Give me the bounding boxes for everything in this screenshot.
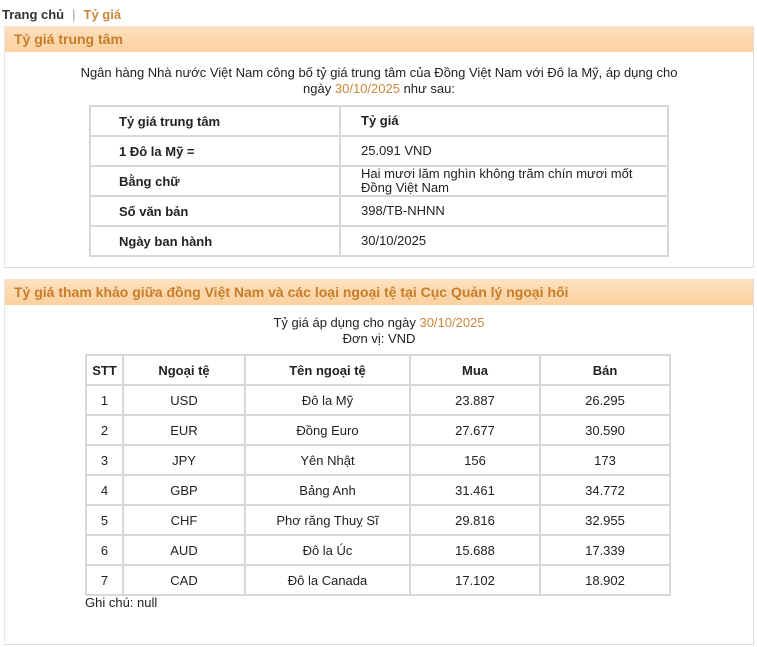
cell-code: USD: [123, 385, 245, 415]
cell-buy: 15.688: [410, 535, 540, 565]
breadcrumb-current-link[interactable]: Tỷ giá: [83, 6, 122, 22]
cell-code: AUD: [123, 535, 245, 565]
table-row: [90, 136, 668, 166]
cell-name: Đô la Úc: [245, 535, 410, 565]
table-cell-label: Tỷ giá trung tâm: [90, 106, 340, 136]
cell-buy: 29.816: [410, 505, 540, 535]
central-rate-table: [89, 105, 669, 257]
breadcrumb-home-link[interactable]: Trang chủ: [2, 6, 65, 22]
table-row: [90, 166, 668, 196]
cell-sell: 173: [540, 445, 670, 475]
table-cell-value: 30/10/2025: [340, 226, 668, 256]
cell-stt: 7: [86, 565, 123, 595]
column-header-buy: Mua: [410, 355, 540, 385]
table-cell-label: 1 Đô la Mỹ =: [90, 136, 340, 166]
table-cell-label: Bằng chữ: [90, 166, 340, 196]
cell-stt: 2: [86, 415, 123, 445]
cell-buy: 156: [410, 445, 540, 475]
cell-code: JPY: [123, 445, 245, 475]
intro-suffix: như sau:: [403, 81, 455, 96]
cell-sell: 34.772: [540, 475, 670, 505]
table-cell-label: Ngày ban hành: [90, 226, 340, 256]
table-row: [86, 475, 670, 505]
cell-sell: 17.339: [540, 535, 670, 565]
reference-rate-panel: [4, 279, 754, 645]
reference-rate-intro: [5, 315, 753, 347]
cell-stt: 6: [86, 535, 123, 565]
cell-name: Đô la Canada: [245, 565, 410, 595]
central-rate-intro: [79, 65, 679, 97]
cell-name: Đồng Euro: [245, 415, 410, 445]
table-cell-value: Tỷ giá: [340, 106, 668, 136]
cell-name: Phơ răng Thuỵ Sĩ: [245, 505, 410, 535]
table-row: [86, 415, 670, 445]
cell-buy: 27.677: [410, 415, 540, 445]
central-rate-header: Tỷ giá trung tâm: [5, 26, 753, 52]
cell-name: Bảng Anh: [245, 475, 410, 505]
cell-sell: 26.295: [540, 385, 670, 415]
cell-stt: 4: [86, 475, 123, 505]
table-row: [90, 106, 668, 136]
cell-buy: 17.102: [410, 565, 540, 595]
cell-code: CHF: [123, 505, 245, 535]
breadcrumb: [2, 6, 121, 22]
table-row: [90, 196, 668, 226]
apply-text: Tỷ giá áp dụng cho ngày: [273, 315, 416, 330]
table-row: [86, 385, 670, 415]
cell-sell: 32.955: [540, 505, 670, 535]
apply-date: 30/10/2025: [419, 315, 485, 330]
table-row: [86, 505, 670, 535]
cell-code: EUR: [123, 415, 245, 445]
column-header-code: Ngoại tệ: [123, 355, 245, 385]
cell-code: CAD: [123, 565, 245, 595]
cell-sell: 18.902: [540, 565, 670, 595]
table-header-row: [86, 355, 670, 385]
column-header-sell: Bán: [540, 355, 670, 385]
column-header-stt: STT: [86, 355, 123, 385]
cell-name: Đô la Mỹ: [245, 385, 410, 415]
column-header-name: Tên ngoại tệ: [245, 355, 410, 385]
unit-text: Đơn vị: VND: [342, 331, 416, 346]
intro-date: 30/10/2025: [334, 81, 400, 96]
breadcrumb-separator: |: [72, 6, 76, 22]
table-cell-value: Hai mươi lăm nghìn không trăm chín mươi mốt Đồng Việt Nam: [340, 166, 668, 196]
table-row: [86, 565, 670, 595]
cell-stt: 3: [86, 445, 123, 475]
table-cell-value: 25.091 VND: [340, 136, 668, 166]
reference-rate-header: Tỷ giá tham khảo giữa đồng Việt Nam và các loại ngoại tệ tại Cục Quản lý ngoại hối: [5, 279, 753, 305]
reference-rate-table: [85, 354, 671, 596]
table-row: [90, 226, 668, 256]
cell-sell: 30.590: [540, 415, 670, 445]
cell-buy: 31.461: [410, 475, 540, 505]
table-cell-label: Số văn bản: [90, 196, 340, 226]
table-row: [86, 445, 670, 475]
intro-text: Ngân hàng Nhà nước Việt Nam công bố tỷ giá trung tâm của Đồng Việt Nam với Đô la Mỹ, áp dụng cho ngày: [80, 65, 678, 96]
central-rate-panel: [4, 26, 754, 268]
table-cell-value: 398/TB-NHNN: [340, 196, 668, 226]
cell-buy: 23.887: [410, 385, 540, 415]
note-text: Ghi chú: null: [85, 595, 158, 610]
cell-stt: 5: [86, 505, 123, 535]
cell-code: GBP: [123, 475, 245, 505]
cell-stt: 1: [86, 385, 123, 415]
cell-name: Yên Nhật: [245, 445, 410, 475]
table-row: [86, 535, 670, 565]
